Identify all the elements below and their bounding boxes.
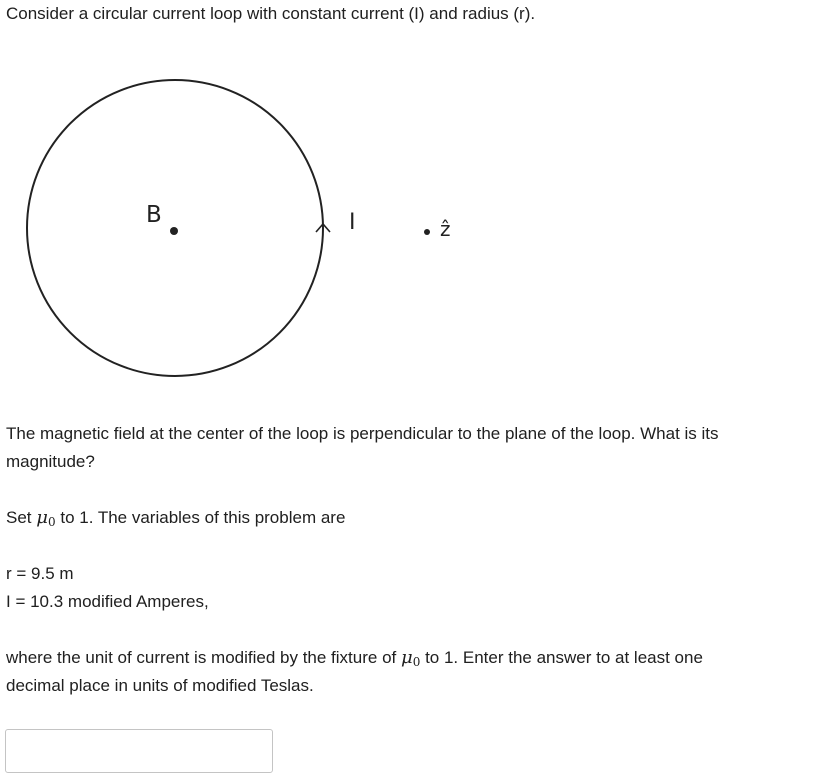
where-line-2: decimal place in units of modified Teslas. <box>6 676 314 695</box>
z-axis-dot <box>424 229 430 235</box>
loop-center-point <box>170 227 178 235</box>
mu-subscript-2: 0 <box>412 655 421 669</box>
variable-r: r = 9.5 m <box>6 564 74 583</box>
where-prefix: where the unit of current is modified by the fixture of <box>6 648 397 667</box>
center-label-b: B <box>146 202 162 228</box>
set-prefix: Set <box>6 508 32 527</box>
prompt-line-1: The magnetic field at the center of the loop is perpendicular to the plane of the loop. What is its <box>6 424 719 443</box>
answer-input[interactable] <box>5 729 273 773</box>
variable-i: I = 10.3 modified Amperes, <box>6 592 209 611</box>
prompt-line-2: magnitude? <box>6 452 95 471</box>
intro-text: Consider a circular current loop with constant current (I) and radius (r). <box>6 4 536 23</box>
set-suffix: to 1. The variables of this problem are <box>60 508 346 527</box>
mu-symbol: μ <box>36 507 48 528</box>
mu-subscript: 0 <box>47 515 56 529</box>
current-label-i: I <box>349 210 356 235</box>
current-loop-diagram <box>0 40 470 390</box>
where-line-1 <box>6 644 703 673</box>
set-mu-line <box>6 504 345 533</box>
z-unit-label: ẑ <box>440 217 451 241</box>
where-suffix: to 1. Enter the answer to at least one <box>425 648 703 667</box>
mu-symbol-2: μ <box>401 647 413 668</box>
